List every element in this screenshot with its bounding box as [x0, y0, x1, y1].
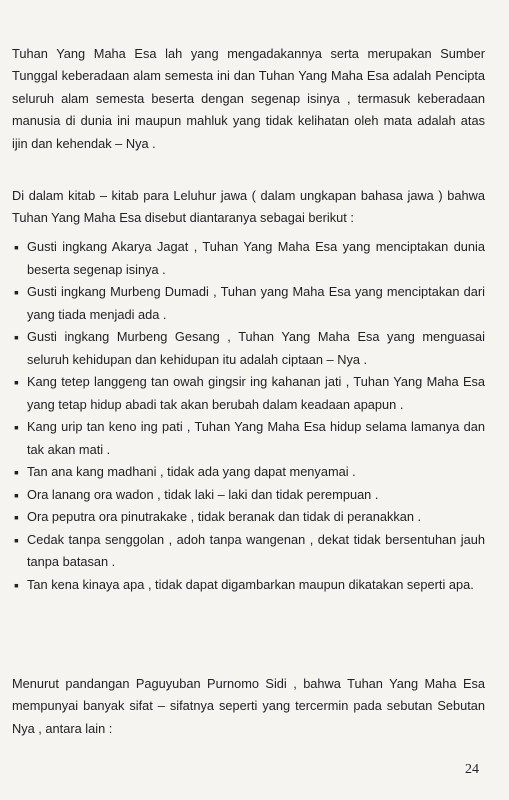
list-item-text: Ora peputra ora pinutrakake , tidak beranak dan tidak di peranakkan . — [27, 509, 422, 524]
paragraph-kitab-leluhur: Di dalam kitab – kitab para Leluhur jawa ( dalam ungkapan bahasa jawa ) bahwa Tuhan Yang Maha Esa disebut diantaranya sebagai berikut : — [12, 187, 485, 226]
list-item — [12, 506, 485, 529]
bullet-icon: ▪ — [14, 464, 19, 480]
list-item-text: Cedak tanpa senggolan , adoh tanpa wangenan , dekat tidak bersentuhan jauh tanpa batasan . — [27, 531, 485, 569]
list-item — [12, 574, 485, 597]
list-item — [12, 484, 485, 507]
list-item-text: Tan kena kinaya apa , tidak dapat digambarkan maupun dikatakan seperti apa. — [27, 576, 474, 592]
bullet-icon: ▪ — [14, 284, 19, 300]
bullet-icon: ▪ — [14, 419, 19, 435]
list-item-text: Gusti ingkang Akarya Jagat , Tuhan Yang Maha Esa yang menciptakan dunia beserta segenap isinya . — [27, 239, 485, 277]
bullet-icon: ▪ — [14, 576, 19, 593]
list-item — [12, 371, 485, 416]
list-item-text: Gusti ingkang Murbeng Dumadi , Tuhan yang Maha Esa yang menciptakan dari yang tiada menjadi ada . — [27, 284, 485, 322]
list-item-text: Ora lanang ora wadon , tidak laki – laki dan tidak perempuan . — [27, 486, 379, 502]
list-item-text: Gusti ingkang Murbeng Gesang , Tuhan Yang Maha Esa yang menguasai seluruh kehidupan dan kehidupan itu adalah ciptaan – Nya . — [27, 329, 485, 367]
list-item-text: Kang urip tan keno ing pati , Tuhan Yang Maha Esa hidup selama lamanya dan tak akan mati . — [27, 419, 485, 457]
list-item — [12, 236, 485, 281]
bullet-icon: ▪ — [14, 239, 19, 255]
list-item — [12, 326, 485, 371]
bullet-icon: ▪ — [14, 531, 19, 548]
bullet-icon: ▪ — [14, 374, 19, 390]
paragraph-purnomo-sidi: Menurut pandangan Paguyuban Purnomo Sidi , bahwa Tuhan Yang Maha Esa mempunyai banyak sifat – sifatnya seperti yang tercermin pada sebutan Sebutan Nya , antara lain : — [12, 675, 485, 736]
list-item — [12, 529, 485, 574]
list-item — [12, 281, 485, 326]
list-item — [12, 461, 485, 484]
list-item-text: Kang tetep langgeng tan owah gingsir ing kahanan jati , Tuhan Yang Maha Esa yang tetap hidup abadi tak akan berubah dalam keadaan apapun . — [27, 374, 485, 412]
bullet-icon: ▪ — [14, 329, 19, 345]
list-item — [12, 416, 485, 461]
list-item-text: Tan ana kang madhani , tidak ada yang dapat menyamai . — [27, 464, 356, 479]
paragraph-intro: Tuhan Yang Maha Esa lah yang mengadakannya serta merupakan Sumber Tunggal keberadaan alam semesta ini dan Tuhan Yang Maha Esa adalah Pencipta seluruh alam semesta beserta dengan segenap isinya , termasuk keberadaan manusia di dunia ini maupun mahluk yang tidak kelihatan oleh mata adalah atas ijin dan kehendak – Nya . — [12, 45, 485, 151]
bullet-list — [12, 236, 485, 596]
bullet-icon: ▪ — [14, 509, 19, 525]
page-number: 24 — [465, 762, 479, 777]
bullet-icon: ▪ — [14, 486, 19, 503]
